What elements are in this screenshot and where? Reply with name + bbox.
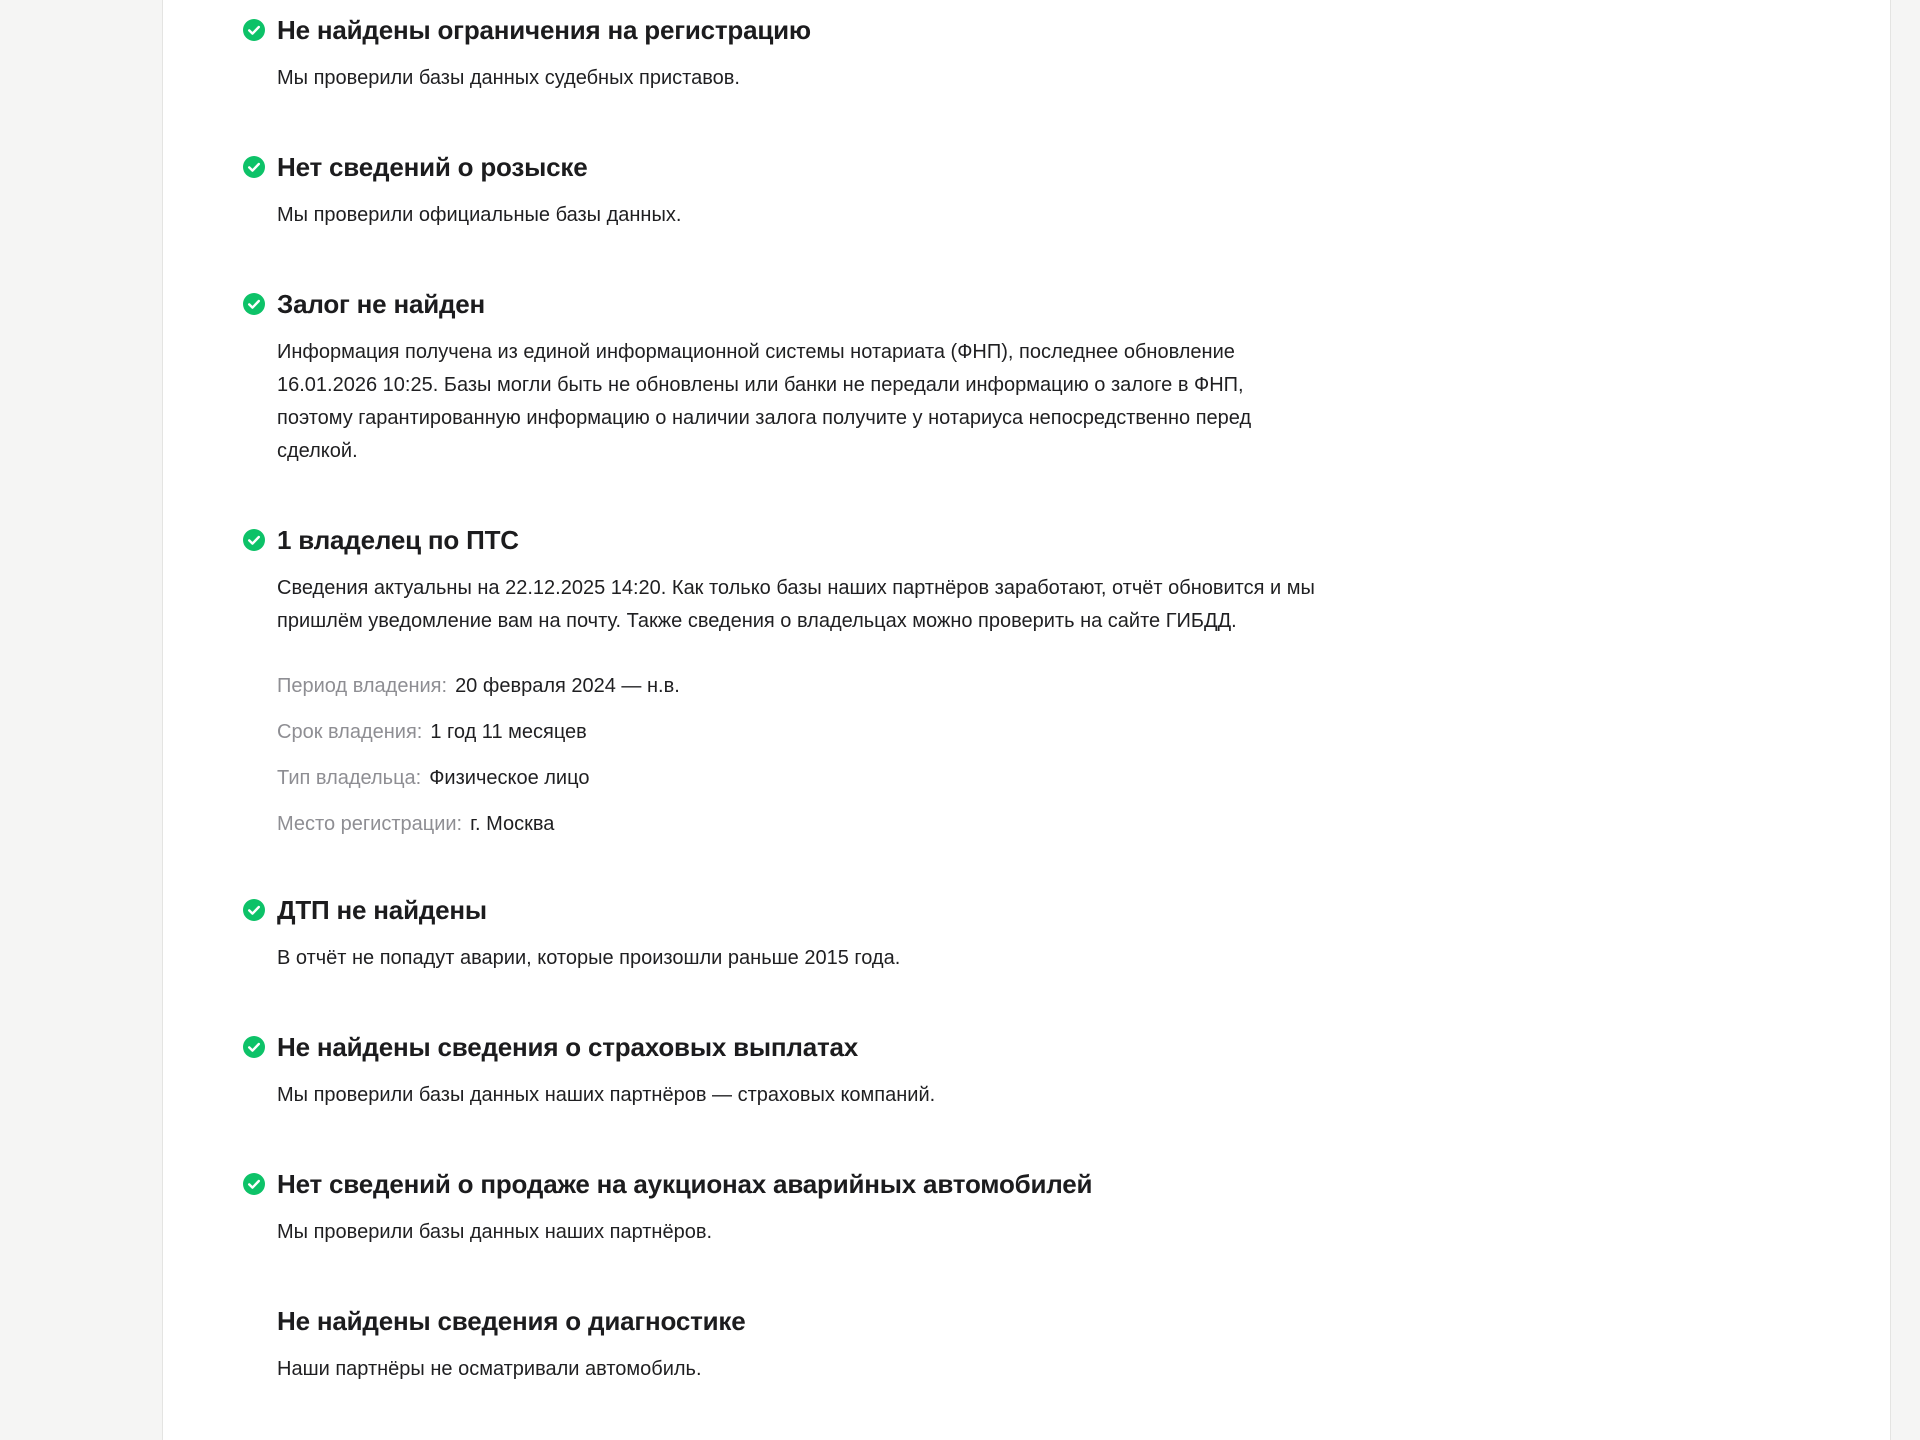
check-section-auction-sales: [243, 1168, 1890, 1249]
section-header: [243, 1168, 1890, 1200]
section-title: Не найдены сведения о страховых выплатах: [277, 1032, 859, 1062]
section-header: [243, 1305, 1890, 1337]
detail-value: 1 год 11 месяцев: [430, 721, 587, 743]
check-section-insurance-payouts: [243, 1031, 1890, 1112]
vehicle-report-checks-panel: [162, 0, 1891, 1440]
section-title: Не найдены сведения о диагностике: [277, 1306, 746, 1336]
section-description: Сведения актуальны на 22.12.2025 14:20. Как только базы наших партнёров заработают, отчёт обновится и мы пришлём уведомление вам на почту. Также сведения о владельцах можно проверить на сайте ГИБДД.: [277, 577, 1315, 632]
section-body: [277, 572, 1317, 838]
check-circle-icon: [243, 19, 265, 41]
ownership-duration-row: [277, 718, 1317, 746]
check-circle-icon: [243, 1173, 265, 1195]
check-circle-icon: [243, 1036, 265, 1058]
section-header: [243, 151, 1890, 183]
detail-label: Период владения:: [277, 675, 448, 697]
detail-value: 20 февраля 2024 — н.в.: [455, 675, 680, 697]
check-circle-icon: [243, 293, 265, 315]
owner-type-row: [277, 764, 1317, 792]
detail-value: г. Москва: [470, 813, 555, 835]
section-description: Наши партнёры не осматривали автомобиль.: [277, 1358, 702, 1380]
check-section-diagnostics: [243, 1305, 1890, 1386]
check-circle-icon: [243, 156, 265, 178]
section-title: Нет сведений о продаже на аукционах аварийных автомобилей: [277, 1169, 1093, 1199]
check-section-owners: [243, 524, 1890, 838]
detail-label: Срок владения:: [277, 721, 423, 743]
check-circle-icon: [243, 529, 265, 551]
section-title: Нет сведений о розыске: [277, 152, 588, 182]
section-title: Не найдены ограничения на регистрацию: [277, 15, 811, 45]
section-description: Мы проверили базы данных наших партнёров.: [277, 1221, 713, 1243]
section-header: [243, 524, 1890, 556]
section-title: ДТП не найдены: [277, 895, 487, 925]
section-description: Мы проверили базы данных судебных приставов.: [277, 67, 740, 89]
check-section-wanted-status: [243, 151, 1890, 232]
check-section-registration-restrictions: [243, 14, 1890, 95]
section-description: Мы проверили базы данных наших партнёров — страховых компаний.: [277, 1084, 936, 1106]
section-header: [243, 1031, 1890, 1063]
section-description: Мы проверили официальные базы данных.: [277, 204, 682, 226]
section-title: Залог не найден: [277, 289, 486, 319]
section-header: [243, 288, 1890, 320]
detail-label: Место регистрации:: [277, 813, 463, 835]
detail-value: Физическое лицо: [429, 767, 590, 789]
detail-label: Тип владельца:: [277, 767, 422, 789]
check-circle-icon: [243, 899, 265, 921]
section-header: [243, 894, 1890, 926]
registration-place-row: [277, 810, 1317, 838]
section-description: В отчёт не попадут аварии, которые произошли раньше 2015 года.: [277, 947, 901, 969]
ownership-details-list: [277, 672, 1317, 838]
section-header: [243, 14, 1890, 46]
check-section-accidents: [243, 894, 1890, 975]
check-section-pledge: [243, 288, 1890, 468]
section-title: 1 владелец по ПТС: [277, 525, 519, 555]
section-description: Информация получена из единой информационной системы нотариата (ФНП), последнее обновление 16.01.2026 10:25. Базы могли быть не обновлены или банки не передали информацию о залоге в ФНП, поэтому гарантированную информацию о наличии залога получите у нотариуса непосредственно перед сделкой.: [277, 341, 1252, 462]
ownership-period-row: [277, 672, 1317, 700]
